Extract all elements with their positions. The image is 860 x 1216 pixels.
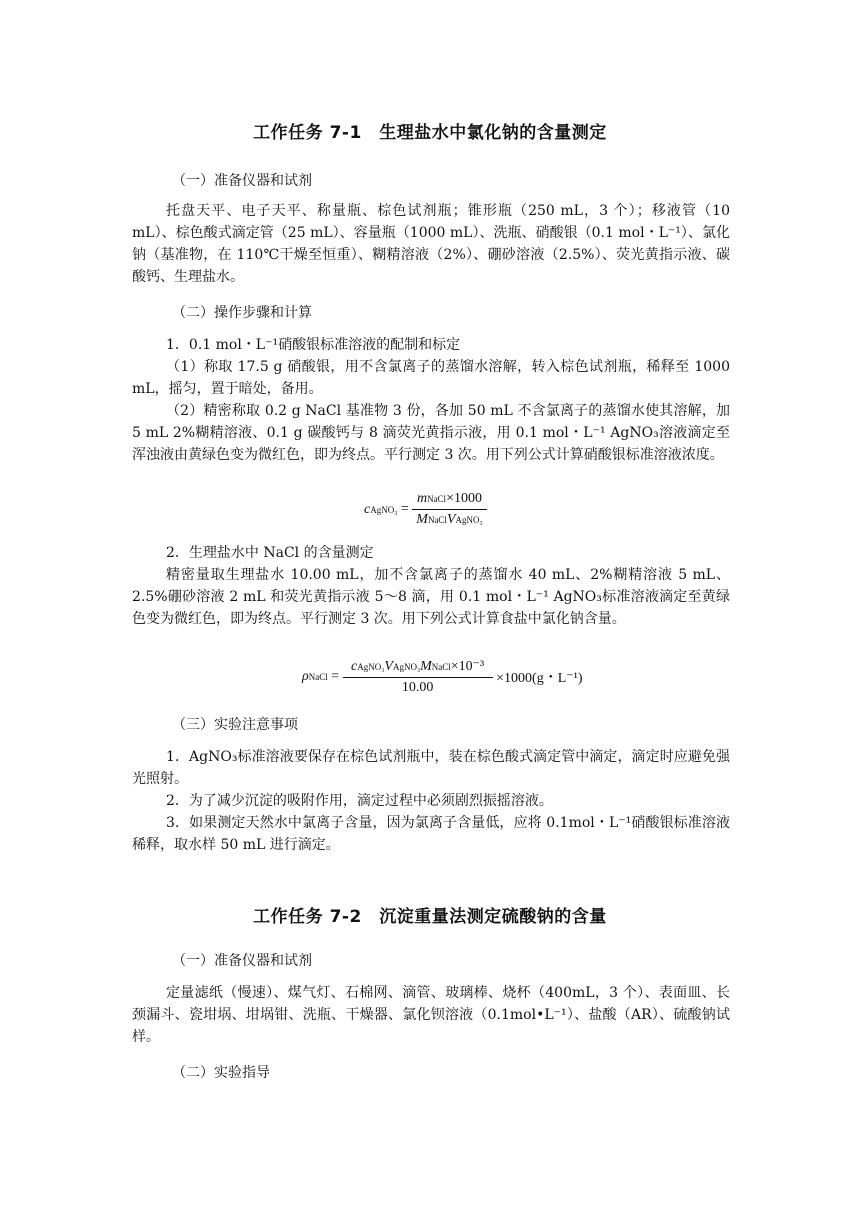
formula1-c-sub: AgNO₃ xyxy=(370,504,398,515)
formula1-num-tail: ×1000 xyxy=(446,491,482,506)
formula1-m-sub: NaCl xyxy=(427,494,447,504)
formula2-denominator: 10.00 xyxy=(401,680,434,695)
formula2-c-sub: AgNO₃ xyxy=(357,662,385,672)
t1-section-3-heading: （三）实验注意事项 xyxy=(172,717,298,733)
t1-step-1-title: 1．0.1 mol・L⁻¹硝酸银标准溶液的配制和标定 xyxy=(166,337,461,353)
formula1-V: V xyxy=(446,512,456,527)
formula2-num-tail: ×10⁻³ xyxy=(450,659,485,674)
formula1-c: c xyxy=(364,501,371,517)
formula1-M-sub: NaCl xyxy=(427,515,447,525)
formula2-V: V xyxy=(384,659,393,674)
formula2-c: c xyxy=(351,659,358,674)
t1-note-2: 2．为了减少沉淀的吸附作用，滴定过程中必须剧烈振摇溶液。 xyxy=(166,793,553,809)
t1-section-1-heading: （一）准备仪器和试剂 xyxy=(172,173,312,189)
t1-step-2-paragraph: 精密量取生理盐水 10.00 mL，加不含氯离子的蒸馏水 40 mL、2%糊精溶液 5 mL、2.5%硼砂溶液 2 mL 和荧光黄指示液 5～8 滴，用 0.1 mol・L⁻¹ AgNO₃标准溶液滴定至黄绿色变为微红色，即为终点。平行测定 3 次。用下列公式计算食盐中氯化钠含量。 xyxy=(132,567,730,627)
formula-agno3-concentration xyxy=(364,491,487,528)
t1-note-3: 3．如果测定天然水中氯离子含量，因为氯离子含量低，应将 0.1mol・L⁻¹硝酸银标准溶液稀释，取水样 50 mL 进行滴定。 xyxy=(132,815,730,853)
t1-instruments-paragraph: 托盘天平、电子天平、称量瓶、棕色试剂瓶；锥形瓶（250 mL，3 个）；移液管（10 mL）、棕色酸式滴定管（25 mL）、容量瓶（1000 mL）、洗瓶、硝酸银（0.1 mol・L⁻¹）、氯化钠（基准物，在 110℃干燥至恒重）、糊精溶液（2%）、硼砂溶液（2.5%）、荧光黄指示液、碳酸钙、生理盐水。 xyxy=(132,203,730,285)
t1-note-1: 1．AgNO₃标准溶液要保存在棕色试剂瓶中，装在棕色酸式滴定管中滴定，滴定时应避免强光照射。 xyxy=(132,749,730,787)
t1-step-2-title: 2．生理盐水中 NaCl 的含量测定 xyxy=(166,545,374,561)
formula2-M-sub: NaCl xyxy=(431,662,451,672)
formula-nacl-content xyxy=(302,658,583,696)
formula2-tail: ×1000(g・L⁻¹) xyxy=(496,671,583,686)
task-7-2-title: 工作任务 7-2 沉淀重量法测定硫酸钠的含量 xyxy=(253,907,607,927)
t2-section-2-heading: （二）实验指导 xyxy=(172,1065,270,1081)
t1-step-1-1-paragraph: （1）称取 17.5 g 硝酸银，用不含氯离子的蒸馏水溶解，转入棕色试剂瓶，稀释至 1000 mL，摇匀，置于暗处，备用。 xyxy=(132,359,730,397)
t1-section-2-heading: （二）操作步骤和计算 xyxy=(172,305,312,321)
formula1-V-sub: AgNO₃ xyxy=(455,515,483,525)
formula2-equals: = xyxy=(331,669,340,684)
t2-instruments-paragraph: 定量滤纸（慢速）、煤气灯、石棉网、滴管、玻璃棒、烧杯（400mL，3 个）、表面皿、长颈漏斗、瓷坩埚、坩埚钳、洗瓶、干燥器、氯化钡溶液（0.1mol•L⁻¹）、盐酸（AR）、硫酸钠试样。 xyxy=(132,985,730,1045)
t2-section-1-heading: （一）准备仪器和试剂 xyxy=(172,953,312,969)
formula2-rho: ρ xyxy=(302,669,309,684)
formula2-V-sub: AgNO₃ xyxy=(392,662,421,672)
formula1-fraction xyxy=(412,491,486,528)
formula1-m: m xyxy=(416,491,428,506)
formula2-fraction xyxy=(343,658,493,696)
t1-step-1-2-paragraph: （2）精密称取 0.2 g NaCl 基准物 3 份，各加 50 mL 不含氯离子的蒸馏水使其溶解，加 5 mL 2%糊精溶液、0.1 g 碳酸钙与 8 滴荧光黄指示液，用 0.1 mol・L⁻¹ AgNO₃溶液滴定至浑浊液由黄绿色变为微红色，即为终点。平行测定 3 次。用下列公式计算硝酸银标准溶液浓度。 xyxy=(132,403,730,463)
formula1-M: M xyxy=(416,512,428,527)
task-7-1-title: 工作任务 7-1 生理盐水中氯化钠的含量测定 xyxy=(253,123,607,143)
formula1-equals: = xyxy=(400,501,409,517)
formula2-rho-sub: NaCl xyxy=(308,672,328,682)
formula2-M: M xyxy=(420,659,432,674)
